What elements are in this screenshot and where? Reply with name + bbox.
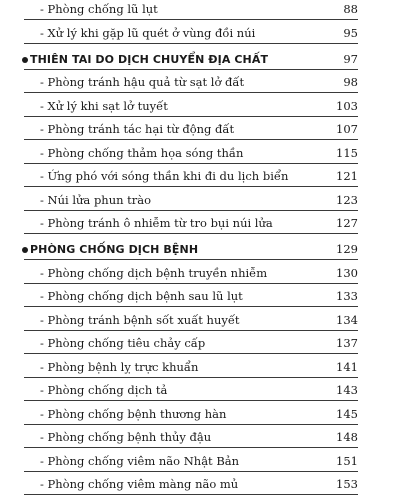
toc-row [24, 307, 358, 331]
toc-row [24, 284, 358, 308]
bullet-icon [22, 57, 28, 63]
bullet-icon [22, 247, 28, 253]
toc-entry-title: - Phòng chống viêm não Nhật Bản [40, 454, 239, 468]
toc-entry-title: - Phòng tránh hậu quả từ sạt lở đất [40, 75, 244, 89]
toc-page-number: 137 [336, 336, 358, 350]
toc-row [24, 378, 358, 402]
toc-page-number: 134 [336, 313, 358, 327]
toc-page-number: 153 [336, 477, 358, 491]
toc-row [24, 425, 358, 449]
toc-page-number: 133 [336, 289, 358, 303]
toc-row [24, 260, 358, 284]
toc-row [24, 117, 358, 141]
toc-page-number: 141 [336, 360, 358, 374]
toc-section-row [24, 49, 358, 70]
toc-page-number: 121 [336, 169, 358, 183]
toc-page-number: 151 [336, 454, 358, 468]
toc-entry-title: - Phòng chống dịch bệnh truyền nhiễm [40, 266, 267, 280]
toc-row [24, 331, 358, 355]
toc-section-row [24, 239, 358, 260]
toc-row [24, 0, 358, 20]
toc-row [24, 401, 358, 425]
toc-section-title: PHÒNG CHỐNG DỊCH BỆNH [30, 243, 198, 256]
toc-page-number: 127 [336, 216, 358, 230]
toc-entry-title: - Phòng tránh ô nhiễm từ tro bụi núi lửa [40, 216, 273, 230]
toc-entry-title: - Phòng chống bệnh thủy đậu [40, 430, 211, 444]
toc-row [24, 354, 358, 378]
toc-entry-title: - Phòng chống dịch tả [40, 383, 167, 397]
toc-row [24, 472, 358, 495]
toc-row [24, 211, 358, 235]
toc-page-number: 107 [336, 122, 358, 136]
toc-entry-title: - Ứng phó với sóng thần khi đi du lịch biển [40, 169, 288, 183]
toc-entry-title: - Núi lửa phun trào [40, 193, 151, 207]
toc-row [24, 164, 358, 188]
toc-entry-title: - Phòng chống lũ lụt [40, 2, 158, 16]
toc-row [24, 70, 358, 94]
toc-row [24, 187, 358, 211]
toc-entry-title: - Phòng tránh bệnh sốt xuất huyết [40, 313, 240, 327]
toc-entry-title: - Phòng bệnh lỵ trực khuẩn [40, 360, 198, 374]
toc-section-title: THIÊN TAI DO DỊCH CHUYỂN ĐỊA CHẤT [30, 53, 268, 66]
toc-entry-title: - Xử lý khi gặp lũ quét ở vùng đồi núi [40, 26, 255, 40]
toc-page-number: 103 [336, 99, 358, 113]
toc-page-number: 123 [336, 193, 358, 207]
toc-entry-title: - Phòng chống dịch bệnh sau lũ lụt [40, 289, 243, 303]
toc-page-number: 148 [336, 430, 358, 444]
toc-page-number: 145 [336, 407, 358, 421]
toc-row [24, 140, 358, 164]
toc-entry-title: - Xử lý khi sạt lở tuyết [40, 99, 168, 113]
toc-page-number: 97 [343, 52, 358, 66]
toc-row [24, 20, 358, 44]
toc-page-number: 130 [336, 266, 358, 280]
toc-entry-title: - Phòng chống tiêu chảy cấp [40, 336, 205, 350]
toc-entry-title: - Phòng chống viêm màng não mủ [40, 477, 238, 491]
toc-row [24, 448, 358, 472]
toc-entry-title: - Phòng chống bệnh thương hàn [40, 407, 226, 421]
toc-page-number: 88 [343, 2, 358, 16]
table-of-contents [24, 0, 358, 495]
toc-page-number: 115 [336, 146, 358, 160]
toc-page-number: 129 [336, 242, 358, 256]
toc-page-number: 143 [336, 383, 358, 397]
toc-page-number: 95 [343, 26, 358, 40]
toc-row [24, 93, 358, 117]
toc-page-number: 98 [343, 75, 358, 89]
toc-entry-title: - Phòng tránh tác hại từ động đất [40, 122, 234, 136]
toc-entry-title: - Phòng chống thảm họa sóng thần [40, 146, 243, 160]
